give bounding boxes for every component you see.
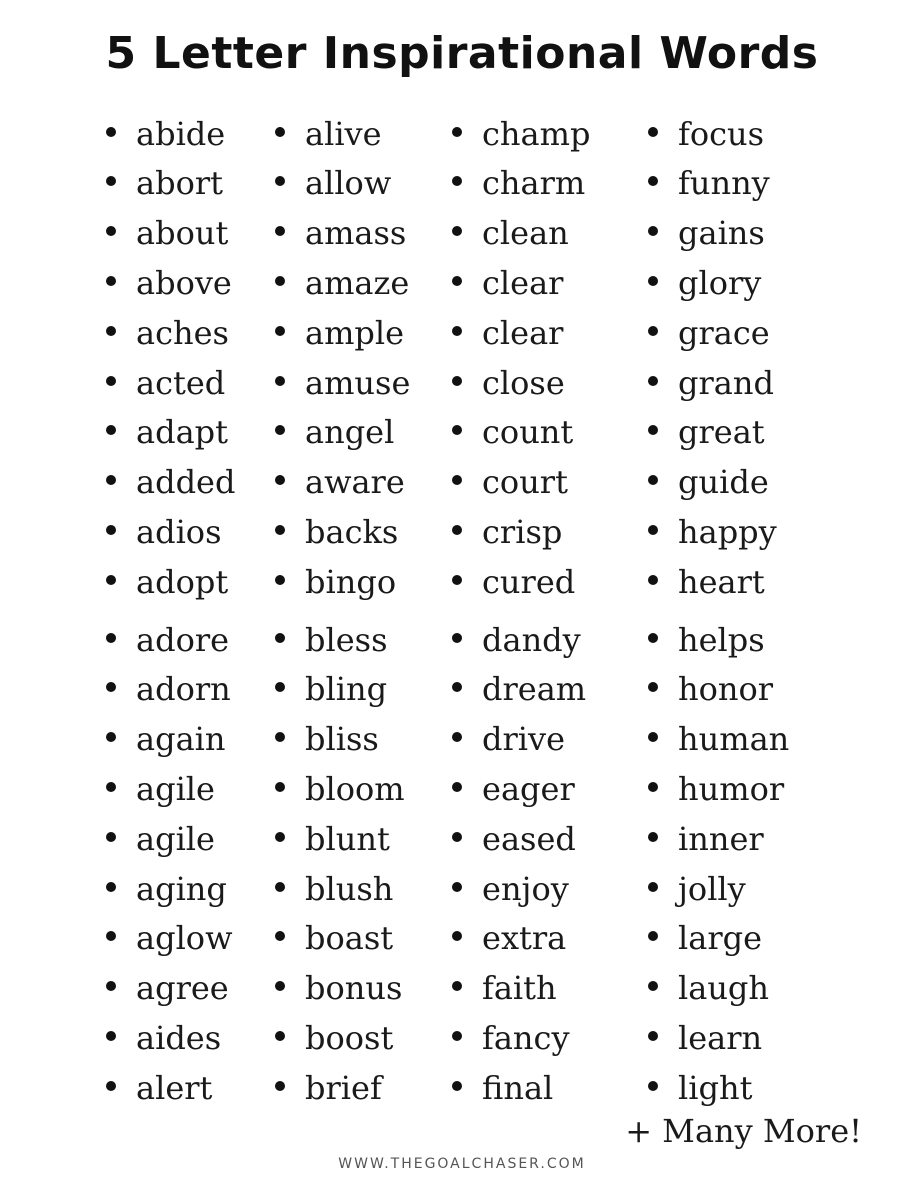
- word-text: above: [136, 263, 232, 302]
- bullet-icon: [106, 633, 116, 643]
- word-text: brief: [305, 1068, 382, 1107]
- bullet-icon: [106, 276, 116, 286]
- word-text: funny: [678, 164, 770, 203]
- word-text: cured: [482, 562, 576, 601]
- bullet-icon: [648, 475, 658, 485]
- word-text: about: [136, 214, 229, 253]
- word-text: eased: [482, 819, 576, 858]
- list-item: [452, 861, 569, 911]
- bullet-icon: [648, 276, 658, 286]
- list-item: [648, 355, 774, 405]
- bullet-icon: [648, 782, 658, 792]
- list-item: [275, 761, 405, 811]
- list-item: [275, 861, 393, 911]
- list-item: [275, 554, 396, 604]
- word-text: grand: [678, 363, 774, 402]
- list-item: [275, 156, 391, 206]
- list-item: [648, 255, 761, 305]
- bullet-icon: [275, 525, 285, 535]
- bullet-icon: [648, 575, 658, 585]
- word-text: backs: [305, 512, 399, 551]
- list-item: [106, 911, 232, 961]
- list-item: [106, 861, 227, 911]
- list-item: [106, 761, 215, 811]
- bullet-icon: [275, 376, 285, 386]
- bullet-icon: [275, 732, 285, 742]
- bullet-icon: [106, 1031, 116, 1041]
- bullet-icon: [648, 732, 658, 742]
- bullet-icon: [452, 475, 462, 485]
- list-item: [648, 455, 769, 505]
- word-text: adore: [136, 620, 230, 659]
- word-text: acted: [136, 363, 226, 402]
- word-text: amaze: [305, 263, 410, 302]
- word-text: grace: [678, 313, 770, 352]
- list-item: [648, 761, 784, 811]
- bullet-icon: [452, 226, 462, 236]
- list-item: [452, 662, 586, 712]
- word-text: humor: [678, 769, 785, 808]
- list-item: [452, 761, 575, 811]
- bullet-icon: [106, 326, 116, 336]
- word-text: aches: [136, 313, 229, 352]
- bullet-icon: [275, 425, 285, 435]
- word-text: jolly: [678, 869, 746, 908]
- bullet-icon: [275, 931, 285, 941]
- bullet-icon: [275, 1081, 285, 1091]
- bullet-icon: [648, 832, 658, 842]
- word-text: gains: [678, 214, 765, 253]
- bullet-icon: [452, 176, 462, 186]
- bullet-icon: [648, 127, 658, 137]
- bullet-icon: [452, 127, 462, 137]
- word-text: boost: [305, 1018, 394, 1057]
- word-text: bloom: [305, 769, 405, 808]
- bullet-icon: [275, 882, 285, 892]
- list-item: [275, 612, 388, 662]
- list-item: [648, 554, 765, 604]
- list-item: [275, 662, 387, 712]
- bullet-icon: [648, 226, 658, 236]
- list-item: [452, 455, 568, 505]
- word-text: allow: [305, 164, 392, 203]
- word-text: learn: [678, 1018, 763, 1057]
- list-item: [106, 455, 235, 505]
- list-item: [106, 106, 225, 156]
- word-text: charm: [482, 164, 586, 203]
- word-text: adopt: [136, 562, 229, 601]
- word-text: alive: [305, 114, 382, 153]
- word-text: bless: [305, 620, 388, 659]
- bullet-icon: [648, 882, 658, 892]
- list-item: [106, 305, 229, 355]
- bullet-icon: [452, 832, 462, 842]
- word-text: blush: [305, 869, 394, 908]
- list-item: [452, 961, 557, 1011]
- word-text: aglow: [136, 919, 233, 958]
- list-item: [106, 206, 228, 256]
- bullet-icon: [106, 475, 116, 485]
- bullet-icon: [275, 276, 285, 286]
- list-item: [106, 712, 225, 762]
- bullet-icon: [106, 1081, 116, 1091]
- word-text: clear: [482, 313, 564, 352]
- list-item: [452, 1060, 553, 1110]
- word-text: adapt: [136, 413, 228, 452]
- bullet-icon: [648, 326, 658, 336]
- bullet-icon: [648, 176, 658, 186]
- list-item: [106, 405, 228, 455]
- bullet-icon: [275, 475, 285, 485]
- word-text: fancy: [482, 1018, 570, 1057]
- many-more-label: + Many More!: [625, 1112, 862, 1150]
- word-text: heart: [678, 562, 765, 601]
- list-item: [106, 612, 229, 662]
- bullet-icon: [452, 525, 462, 535]
- list-item: [275, 455, 405, 505]
- bullet-icon: [648, 682, 658, 692]
- list-item: [452, 355, 565, 405]
- list-item: [275, 911, 393, 961]
- word-text: abort: [136, 164, 223, 203]
- bullet-icon: [106, 782, 116, 792]
- list-item: [275, 712, 379, 762]
- list-item: [452, 911, 566, 961]
- bullet-icon: [275, 633, 285, 643]
- bullet-icon: [452, 981, 462, 991]
- list-item: [275, 255, 409, 305]
- list-item: [275, 1060, 382, 1110]
- bullet-icon: [106, 575, 116, 585]
- word-text: dream: [482, 670, 587, 709]
- list-item: [452, 255, 563, 305]
- bullet-icon: [452, 376, 462, 386]
- list-item: [275, 305, 404, 355]
- bullet-icon: [275, 832, 285, 842]
- bullet-icon: [106, 425, 116, 435]
- list-item: [452, 504, 562, 554]
- word-text: enjoy: [482, 869, 569, 908]
- footer-website: WWW.THEGOALCHASER.COM: [338, 1156, 586, 1172]
- word-text: human: [678, 720, 790, 759]
- bullet-icon: [648, 1081, 658, 1091]
- word-text: again: [136, 720, 226, 759]
- list-item: [648, 612, 765, 662]
- list-item: [648, 1010, 762, 1060]
- bullet-icon: [106, 376, 116, 386]
- bullet-icon: [452, 575, 462, 585]
- list-item: [648, 1060, 752, 1110]
- word-text: laugh: [678, 969, 770, 1008]
- bullet-icon: [452, 882, 462, 892]
- bullet-icon: [106, 682, 116, 692]
- list-item: [106, 156, 223, 206]
- list-item: [275, 1010, 393, 1060]
- bullet-icon: [275, 682, 285, 692]
- list-item: [106, 355, 225, 405]
- word-text: bonus: [305, 969, 403, 1008]
- list-item: [452, 712, 565, 762]
- bullet-icon: [275, 127, 285, 137]
- bullet-icon: [648, 1031, 658, 1041]
- word-text: aging: [136, 869, 227, 908]
- word-text: light: [678, 1068, 753, 1107]
- list-item: [452, 612, 581, 662]
- bullet-icon: [648, 633, 658, 643]
- list-item: [648, 405, 765, 455]
- bullet-icon: [275, 226, 285, 236]
- list-item: [106, 1010, 221, 1060]
- list-item: [648, 911, 762, 961]
- list-item: [452, 106, 590, 156]
- page-title: 5 Letter Inspirational Words: [105, 28, 819, 79]
- word-text: blunt: [305, 819, 390, 858]
- list-item: [275, 106, 382, 156]
- word-text: focus: [678, 114, 765, 153]
- list-item: [275, 961, 402, 1011]
- list-item: [275, 355, 410, 405]
- word-text: bliss: [305, 720, 379, 759]
- bullet-icon: [106, 176, 116, 186]
- bullet-icon: [275, 176, 285, 186]
- word-text: crisp: [482, 512, 563, 551]
- list-item: [106, 554, 228, 604]
- word-text: adorn: [136, 670, 231, 709]
- list-item: [106, 811, 215, 861]
- word-text: court: [482, 463, 568, 502]
- word-text: glory: [678, 263, 762, 302]
- bullet-icon: [648, 931, 658, 941]
- list-item: [648, 504, 777, 554]
- word-text: eager: [482, 769, 575, 808]
- bullet-icon: [648, 425, 658, 435]
- list-item: [452, 206, 569, 256]
- list-item: [106, 255, 232, 305]
- word-text: final: [482, 1068, 554, 1107]
- word-text: bingo: [305, 562, 397, 601]
- bullet-icon: [648, 376, 658, 386]
- list-item: [648, 662, 773, 712]
- word-text: clear: [482, 263, 564, 302]
- word-text: added: [136, 463, 236, 502]
- word-text: great: [678, 413, 765, 452]
- word-text: amass: [305, 214, 407, 253]
- bullet-icon: [648, 981, 658, 991]
- bullet-icon: [452, 425, 462, 435]
- word-text: agile: [136, 769, 215, 808]
- bullet-icon: [452, 732, 462, 742]
- list-item: [648, 206, 765, 256]
- word-text: agree: [136, 969, 229, 1008]
- word-text: angel: [305, 413, 395, 452]
- word-text: aides: [136, 1018, 222, 1057]
- list-item: [648, 156, 770, 206]
- list-item: [648, 811, 764, 861]
- word-text: bling: [305, 670, 388, 709]
- bullet-icon: [452, 682, 462, 692]
- list-item: [106, 662, 231, 712]
- word-text: amuse: [305, 363, 411, 402]
- word-text: ample: [305, 313, 405, 352]
- bullet-icon: [106, 981, 116, 991]
- bullet-icon: [106, 525, 116, 535]
- bullet-icon: [106, 226, 116, 236]
- bullet-icon: [648, 525, 658, 535]
- word-text: extra: [482, 919, 567, 958]
- word-text: boast: [305, 919, 394, 958]
- word-text: close: [482, 363, 565, 402]
- word-text: adios: [136, 512, 222, 551]
- list-item: [648, 861, 746, 911]
- bullet-icon: [106, 931, 116, 941]
- bullet-icon: [275, 326, 285, 336]
- bullet-icon: [452, 326, 462, 336]
- word-text: happy: [678, 512, 777, 551]
- bullet-icon: [275, 981, 285, 991]
- word-text: clean: [482, 214, 569, 253]
- bullet-icon: [106, 127, 116, 137]
- bullet-icon: [452, 1031, 462, 1041]
- word-text: dandy: [482, 620, 581, 659]
- bullet-icon: [452, 1081, 462, 1091]
- list-item: [452, 156, 585, 206]
- bullet-icon: [452, 276, 462, 286]
- list-item: [452, 1010, 570, 1060]
- bullet-icon: [106, 832, 116, 842]
- list-item: [648, 106, 764, 156]
- list-item: [452, 405, 573, 455]
- list-item: [275, 206, 406, 256]
- list-item: [648, 712, 789, 762]
- list-item: [106, 961, 229, 1011]
- word-text: drive: [482, 720, 566, 759]
- list-item: [452, 554, 575, 604]
- word-text: abide: [136, 114, 226, 153]
- word-text: helps: [678, 620, 765, 659]
- list-item: [452, 811, 576, 861]
- word-text: guide: [678, 463, 769, 502]
- word-text: large: [678, 919, 763, 958]
- bullet-icon: [452, 633, 462, 643]
- word-text: inner: [678, 819, 764, 858]
- word-text: alert: [136, 1068, 213, 1107]
- list-item: [648, 961, 769, 1011]
- list-item: [275, 405, 394, 455]
- word-text: honor: [678, 670, 774, 709]
- list-item: [648, 305, 770, 355]
- list-item: [452, 305, 563, 355]
- bullet-icon: [275, 1031, 285, 1041]
- word-text: aware: [305, 463, 405, 502]
- bullet-icon: [275, 575, 285, 585]
- bullet-icon: [275, 782, 285, 792]
- bullet-icon: [106, 732, 116, 742]
- word-text: faith: [482, 969, 557, 1008]
- word-text: champ: [482, 114, 591, 153]
- list-item: [275, 811, 390, 861]
- list-item: [106, 1060, 212, 1110]
- list-item: [106, 504, 221, 554]
- word-text: agile: [136, 819, 215, 858]
- bullet-icon: [106, 882, 116, 892]
- word-text: count: [482, 413, 574, 452]
- bullet-icon: [452, 782, 462, 792]
- bullet-icon: [452, 931, 462, 941]
- list-item: [275, 504, 398, 554]
